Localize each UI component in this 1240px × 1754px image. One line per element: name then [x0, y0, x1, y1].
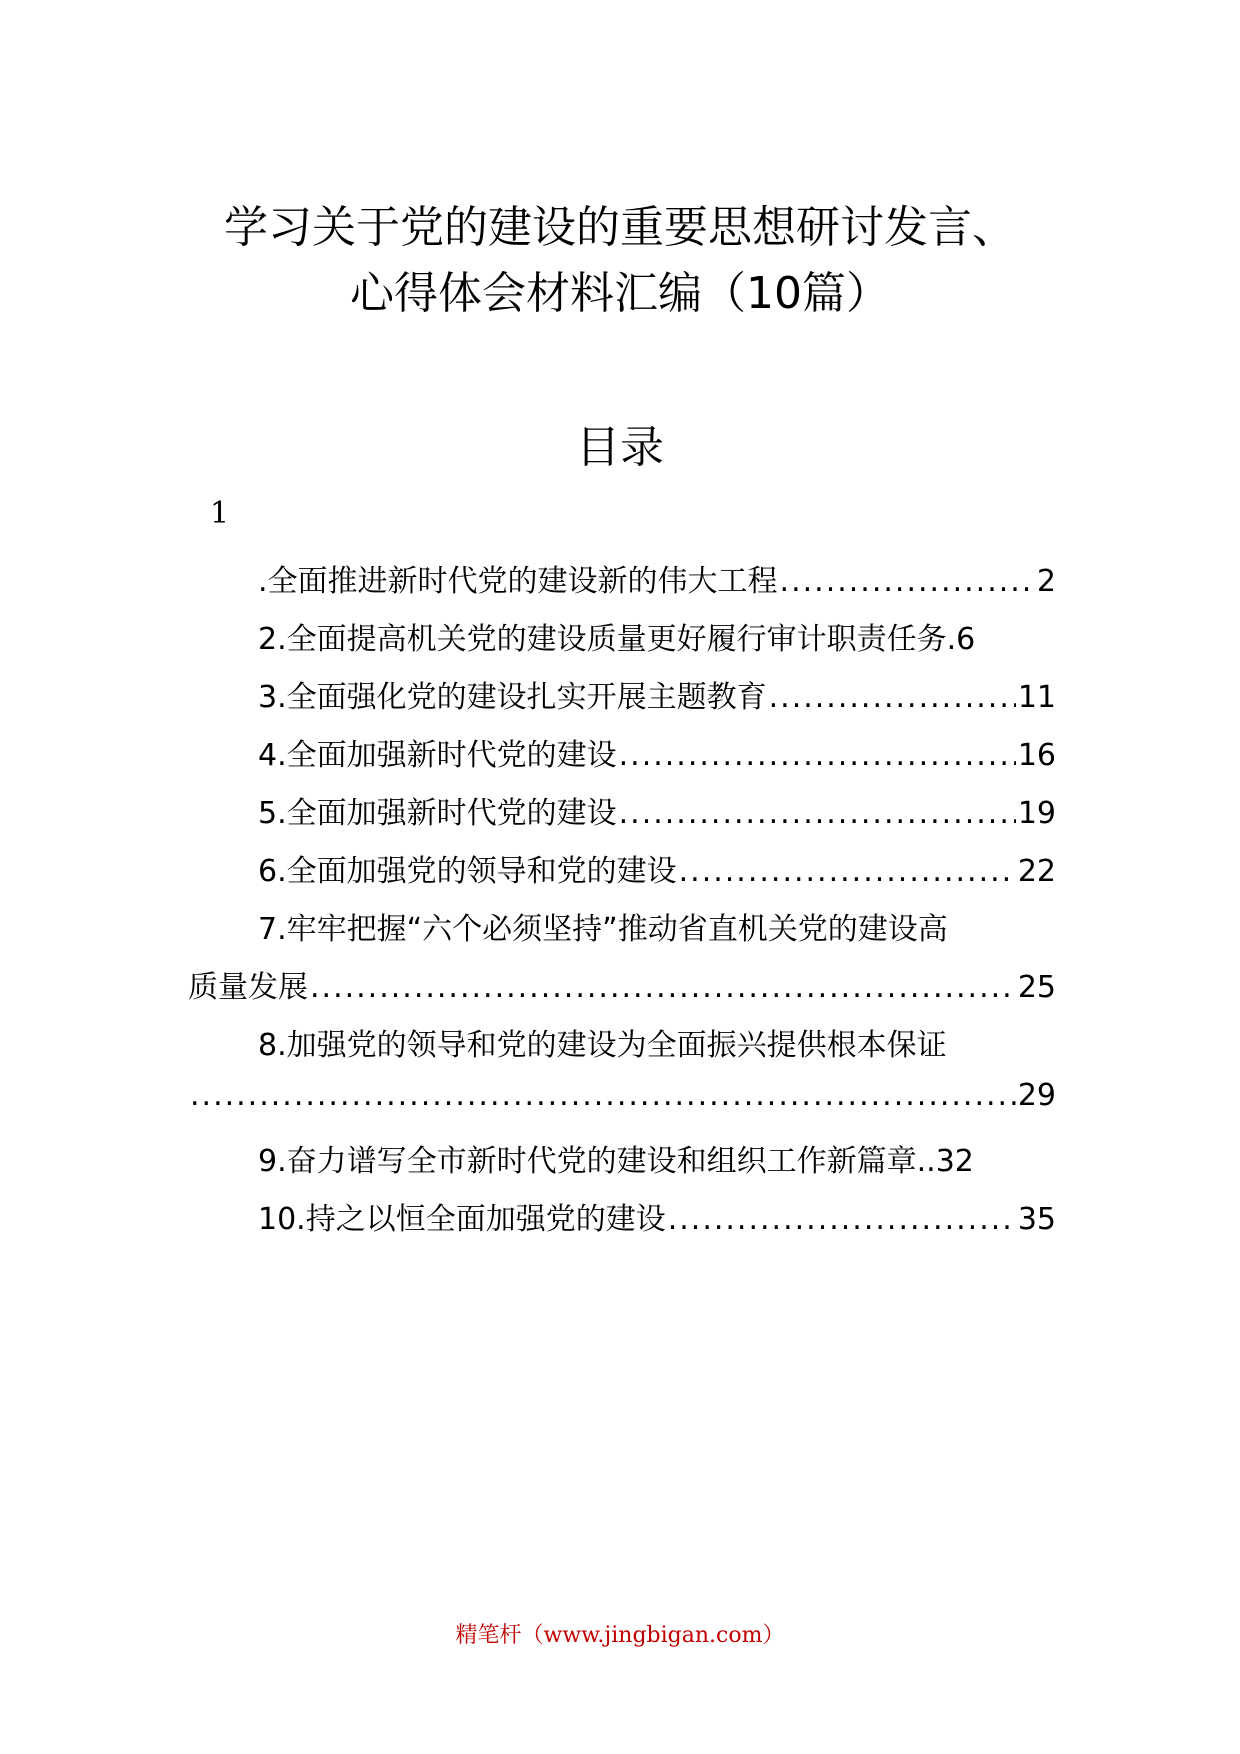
toc-entry-6[interactable] — [188, 846, 1056, 886]
toc-entry-text: 6.全面加强党的领导和党的建设 — [258, 854, 677, 886]
toc-entry-text: 8.加强党的领导和党的建设为全面振兴提供根本保证 — [258, 1028, 947, 1060]
document-title-line-1: 学习关于党的建设的重要思想研讨发言、 — [224, 202, 1016, 253]
toc-entry-8-line-2[interactable] — [188, 1078, 1056, 1118]
toc-leader — [668, 1202, 1016, 1234]
toc-entry-4[interactable] — [188, 730, 1056, 770]
toc-leader — [679, 854, 1016, 886]
toc-entry-page: 16 — [1017, 738, 1056, 770]
toc-entry-8-line-1[interactable] — [188, 1020, 1056, 1060]
toc-entry-text: 3.全面强化党的建设扎实开展主题教育 — [258, 680, 767, 712]
toc-entry-1[interactable] — [188, 556, 1056, 596]
toc-entry-7-line-1[interactable] — [188, 904, 1056, 944]
toc-leader — [310, 970, 1016, 1002]
toc-entry-7-line-2[interactable] — [188, 962, 1056, 1002]
toc-leader — [190, 1078, 1016, 1113]
toc-leader — [619, 738, 1016, 770]
toc-entry-page: 19 — [1017, 796, 1056, 828]
toc-leader — [769, 680, 1016, 712]
toc-entry-page: 2 — [1036, 564, 1056, 596]
toc-entry-9[interactable] — [188, 1136, 1056, 1176]
toc-stray-number: 1 — [210, 496, 230, 531]
toc-entry-page: 6 — [956, 622, 976, 654]
toc-entry-2[interactable] — [188, 614, 1056, 654]
toc-entry-10[interactable] — [188, 1194, 1056, 1234]
toc-entry-text: 10.持之以恒全面加强党的建设 — [258, 1202, 666, 1234]
toc-entry-text: 7.牢牢把握“六个必须坚持”推动省直机关党的建设高 — [258, 912, 948, 944]
toc-entry-text: 2.全面提高机关党的建设质量更好履行审计职责任务. — [258, 622, 957, 654]
toc-entry-text: 质量发展 — [188, 970, 308, 1002]
document-title-line-2: 心得体会材料汇编（10篇） — [350, 268, 890, 319]
toc-leader — [619, 796, 1016, 828]
toc-entry-text: 9.奋力谱写全市新时代党的建设和组织工作新篇章.. — [258, 1144, 936, 1176]
toc-heading: 目录 — [576, 422, 664, 473]
toc-entry-page: 35 — [1017, 1202, 1056, 1234]
toc-entry-page: 11 — [1017, 680, 1056, 712]
footer-watermark-link[interactable]: 精笔杆（www.jingbigan.com） — [455, 1623, 785, 1648]
toc-entry-page: 22 — [1017, 854, 1056, 886]
toc-entry-page: 29 — [1017, 1078, 1056, 1113]
toc-entry-text: 5.全面加强新时代党的建设 — [258, 796, 617, 828]
toc-entry-page: 32 — [935, 1144, 974, 1176]
toc-entry-text: 4.全面加强新时代党的建设 — [258, 738, 617, 770]
toc-entry-page: 25 — [1017, 970, 1056, 1002]
toc-leader — [780, 564, 1035, 596]
toc-entry-5[interactable] — [188, 788, 1056, 828]
toc-entry-text: .全面推进新时代党的建设新的伟大工程 — [258, 564, 778, 596]
toc-entry-3[interactable] — [188, 672, 1056, 712]
